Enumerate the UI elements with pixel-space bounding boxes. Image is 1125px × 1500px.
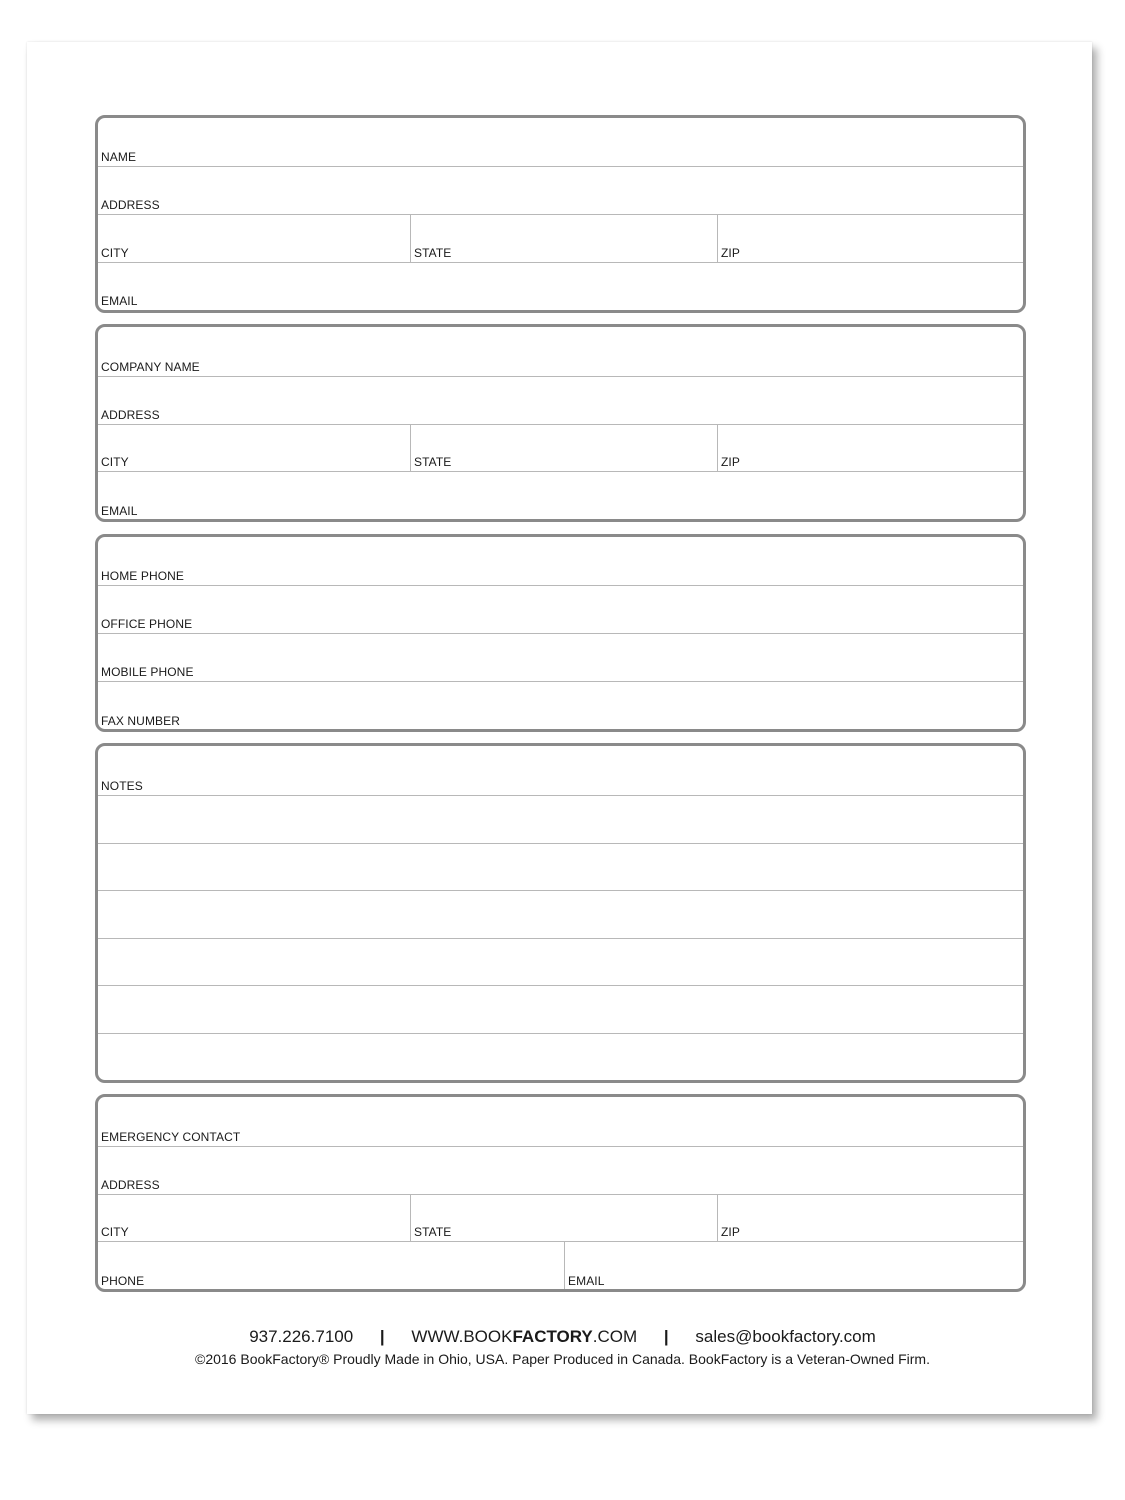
emergency-contact-label: EMERGENCY CONTACT	[101, 1130, 241, 1144]
zip-label: ZIP	[721, 246, 740, 260]
emergency-state-field[interactable]	[410, 1195, 717, 1241]
company-city-field[interactable]	[98, 425, 410, 471]
company-address-label: ADDRESS	[101, 408, 160, 422]
fax-number-row[interactable]	[98, 682, 1023, 730]
emergency-city-label: CITY	[101, 1225, 129, 1239]
footer-website-bold: FACTORY	[512, 1327, 593, 1346]
footer-website-prefix: WWW.BOOK	[411, 1327, 513, 1346]
notes-line[interactable]	[98, 1034, 1023, 1080]
company-city-label: CITY	[101, 455, 129, 469]
company-zip-field[interactable]	[717, 425, 1023, 471]
emergency-zip-label: ZIP	[721, 1225, 740, 1239]
company-info-box	[95, 324, 1026, 522]
notes-line[interactable]	[98, 939, 1023, 986]
notes-line[interactable]	[98, 891, 1023, 939]
address-label: ADDRESS	[101, 198, 160, 212]
city-label: CITY	[101, 246, 129, 260]
emergency-phone-field[interactable]	[98, 1242, 564, 1290]
notes-line[interactable]	[98, 986, 1023, 1034]
address-row[interactable]	[98, 167, 1023, 215]
mobile-phone-label: MOBILE PHONE	[101, 665, 194, 679]
notes-label-row[interactable]	[98, 746, 1023, 796]
name-label: NAME	[101, 150, 137, 164]
company-zip-label: ZIP	[721, 455, 740, 469]
city-state-zip-row	[98, 215, 1023, 263]
company-state-field[interactable]	[410, 425, 717, 471]
office-phone-label: OFFICE PHONE	[101, 617, 193, 631]
company-email-row[interactable]	[98, 472, 1023, 520]
home-phone-label: HOME PHONE	[101, 569, 185, 583]
phone-numbers-box	[95, 534, 1026, 732]
emergency-contact-row[interactable]	[98, 1097, 1023, 1147]
state-field[interactable]	[410, 215, 717, 262]
footer-website[interactable]	[411, 1327, 637, 1346]
footer-website-suffix: .COM	[592, 1327, 638, 1346]
footer-separator: |	[663, 1327, 669, 1346]
emergency-city-field[interactable]	[98, 1195, 410, 1241]
personal-info-box	[95, 115, 1026, 313]
company-name-row[interactable]	[98, 327, 1023, 377]
emergency-email-field[interactable]	[564, 1242, 1023, 1290]
mobile-phone-row[interactable]	[98, 634, 1023, 682]
company-address-row[interactable]	[98, 377, 1023, 425]
emergency-address-row[interactable]	[98, 1147, 1023, 1195]
zip-field[interactable]	[717, 215, 1023, 262]
emergency-phone-email-row	[98, 1242, 1023, 1290]
home-phone-row[interactable]	[98, 537, 1023, 586]
state-label: STATE	[414, 246, 452, 260]
company-state-label: STATE	[414, 455, 452, 469]
city-field[interactable]	[98, 215, 410, 262]
footer-email[interactable]: sales@bookfactory.com	[695, 1327, 876, 1346]
email-row[interactable]	[98, 263, 1023, 310]
notes-label: NOTES	[101, 779, 143, 793]
emergency-city-state-zip-row	[98, 1195, 1023, 1242]
emergency-state-label: STATE	[414, 1225, 452, 1239]
footer-copyright: ©2016 BookFactory® Proudly Made in Ohio, USA. Paper Produced in Canada. BookFactory is a Veteran-Owned Firm.	[195, 1351, 930, 1367]
name-row[interactable]	[98, 118, 1023, 167]
fax-number-label: FAX NUMBER	[101, 714, 181, 728]
notes-line[interactable]	[98, 844, 1023, 891]
email-label: EMAIL	[101, 294, 138, 308]
notes-line[interactable]	[98, 796, 1023, 844]
emergency-address-label: ADDRESS	[101, 1178, 160, 1192]
emergency-contact-box	[95, 1094, 1026, 1292]
company-city-state-zip-row	[98, 425, 1023, 472]
emergency-phone-label: PHONE	[101, 1274, 145, 1288]
footer-separator: |	[379, 1327, 385, 1346]
office-phone-row[interactable]	[98, 586, 1023, 634]
notes-box	[95, 743, 1026, 1083]
footer-phone: 937.226.7100	[249, 1327, 354, 1346]
emergency-zip-field[interactable]	[717, 1195, 1023, 1241]
company-name-label: COMPANY NAME	[101, 360, 200, 374]
footer-contact-line	[0, 1327, 1125, 1347]
company-email-label: EMAIL	[101, 504, 138, 518]
emergency-email-label: EMAIL	[568, 1274, 605, 1288]
